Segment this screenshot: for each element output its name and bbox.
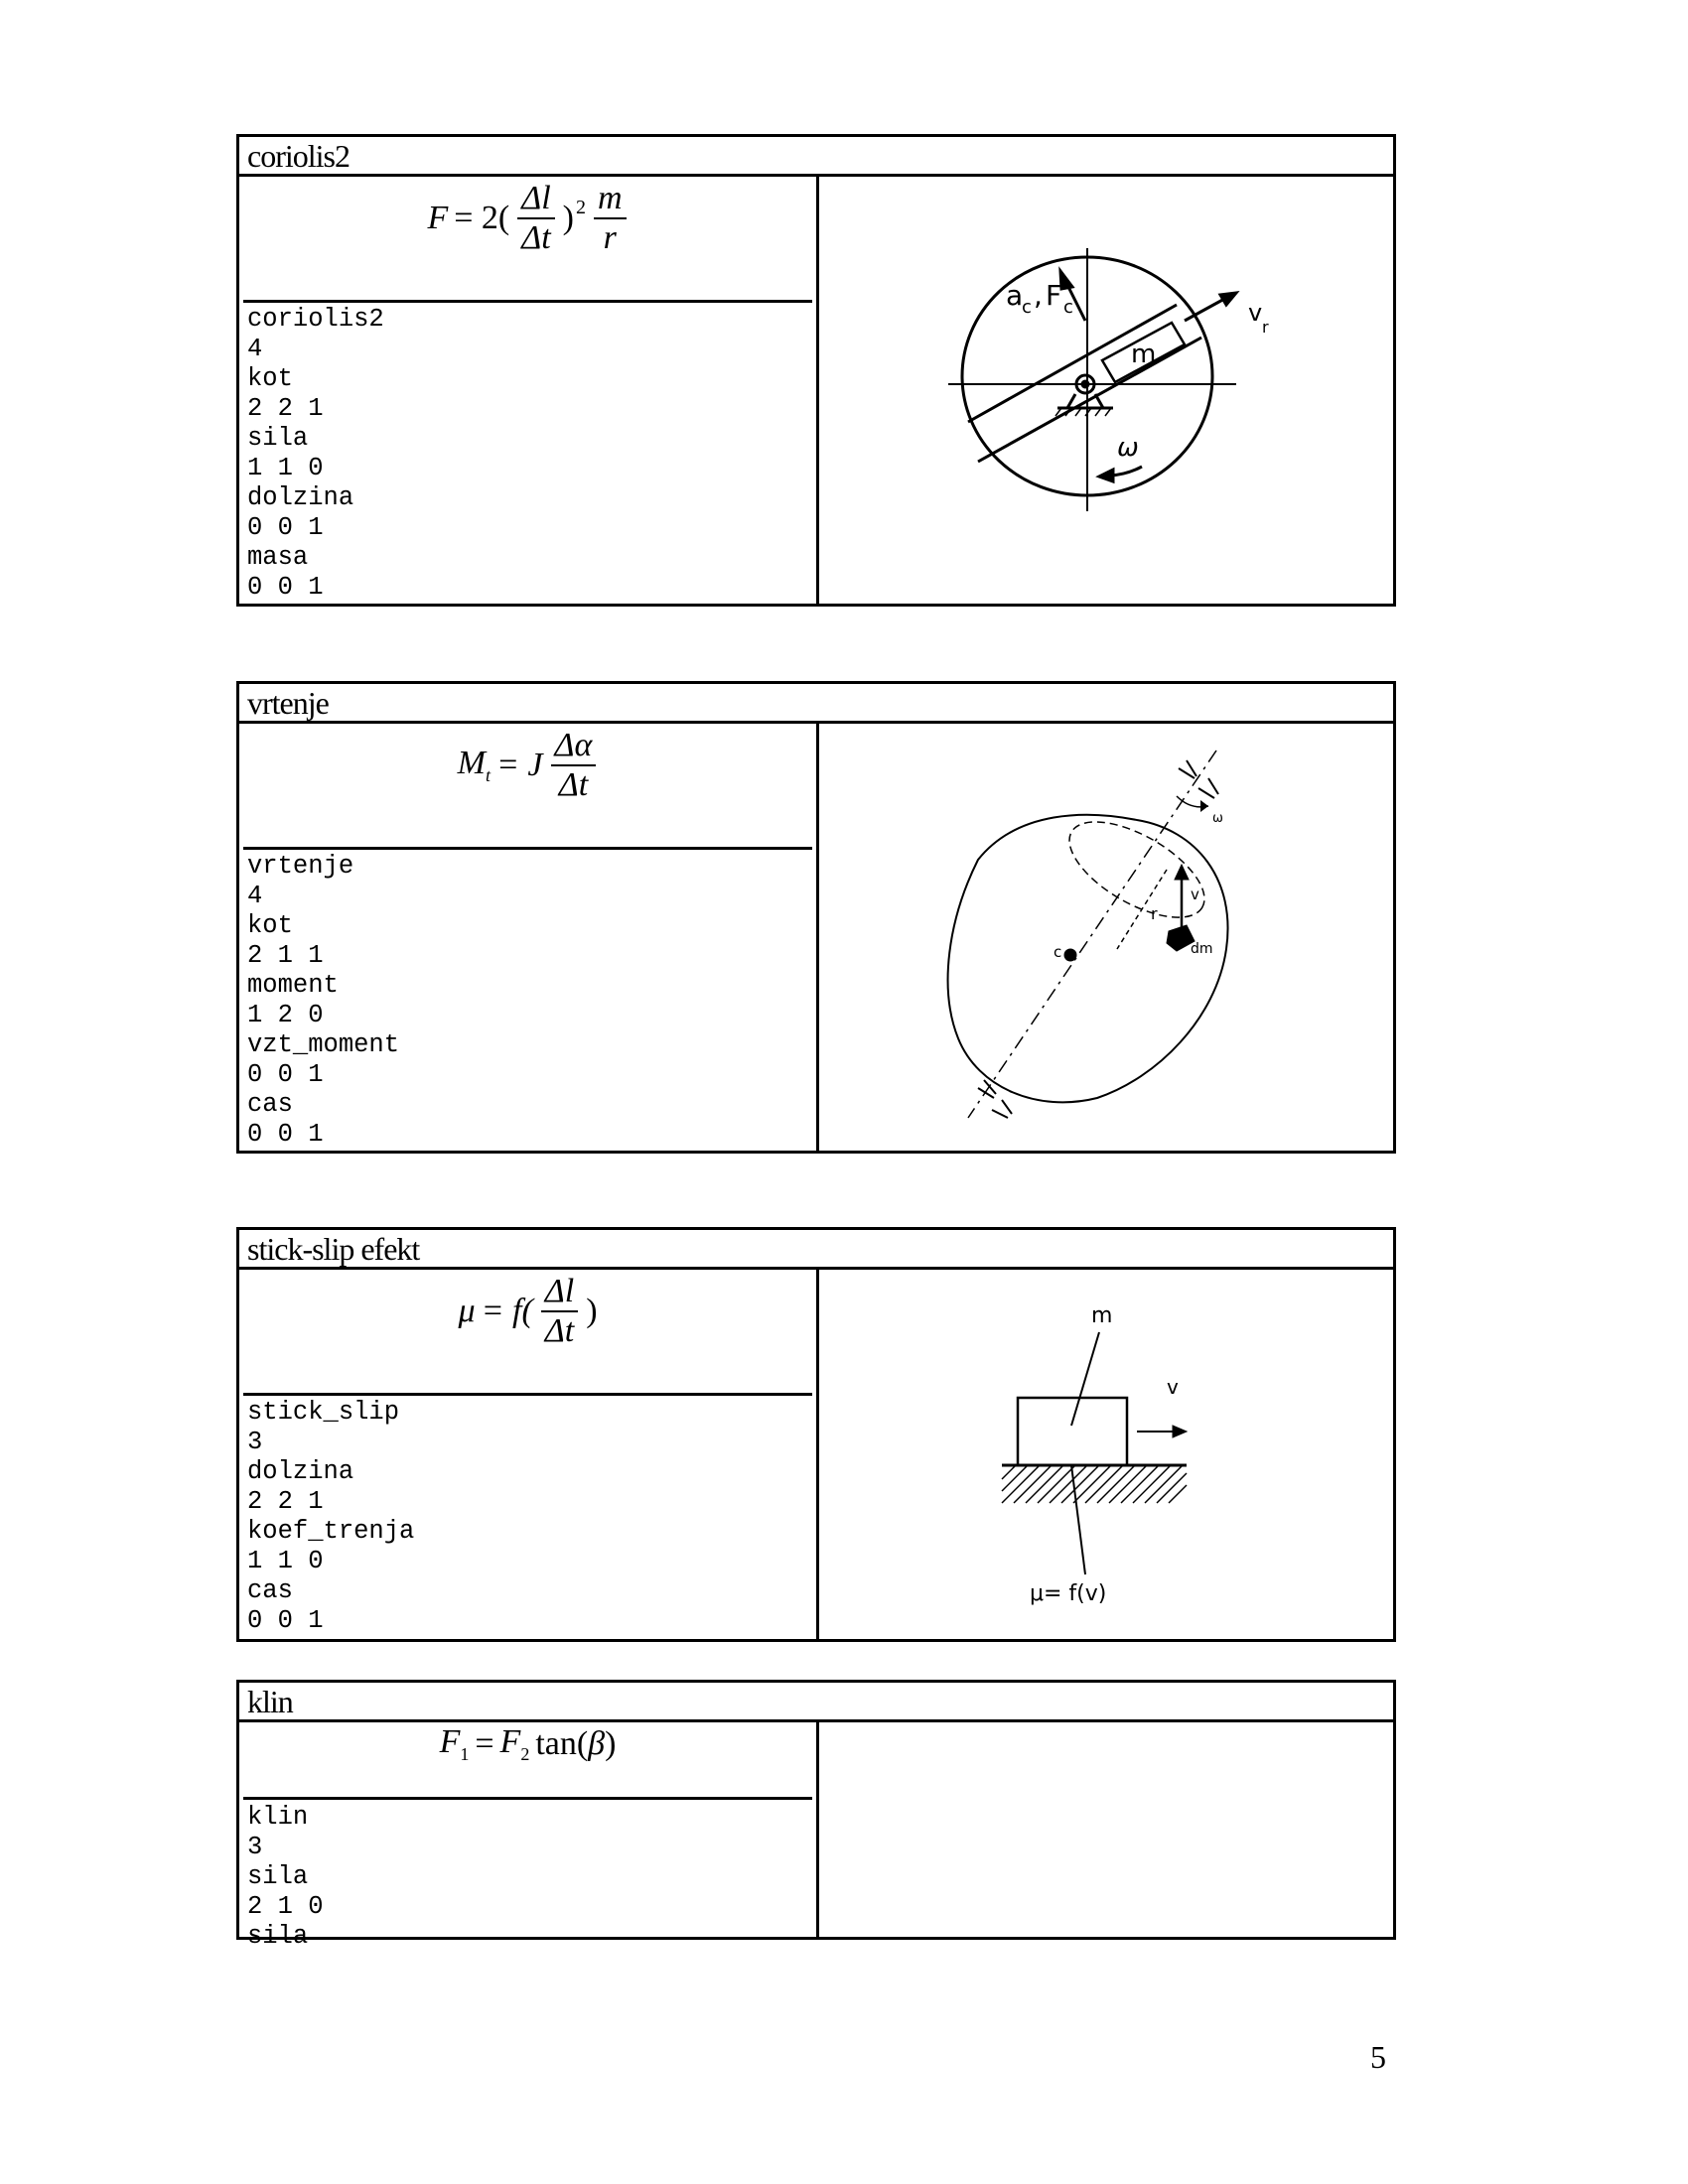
label-center: c	[1054, 943, 1062, 961]
code-block	[247, 305, 384, 603]
formula-symbol-main: M	[457, 745, 486, 782]
code-line: kot	[247, 364, 293, 393]
code-line: 3	[247, 1428, 263, 1456]
formula-operator: = J	[495, 747, 543, 783]
card-stick-slip	[236, 1227, 1396, 1642]
card-left-panel	[239, 721, 819, 1151]
formula-symbol	[440, 1723, 470, 1765]
code-line: kot	[247, 911, 293, 940]
coriolis-disc-diagram	[819, 174, 1393, 601]
formula-klin	[239, 1723, 816, 1765]
separator-line	[243, 847, 812, 850]
code-line: 1 1 0	[247, 454, 324, 482]
card-right-panel	[819, 721, 1393, 1151]
label-subscript: c	[1063, 297, 1073, 318]
code-line: 3	[247, 1833, 263, 1861]
formula-operator: =	[475, 1724, 494, 1762]
stick-slip-block-diagram	[819, 1267, 1393, 1636]
code-line: 0 0 1	[247, 1060, 324, 1089]
label-subscript: c	[1022, 297, 1032, 318]
formula-fraction-2	[594, 180, 627, 257]
label-friction-function: μ= f(v)	[1030, 1581, 1107, 1606]
code-line: moment	[247, 971, 339, 1000]
label-velocity: v	[1191, 886, 1199, 903]
code-block	[247, 852, 399, 1150]
formula-function	[535, 1725, 616, 1763]
code-line: dolzina	[247, 1457, 354, 1486]
formula-paren: )	[586, 1293, 598, 1329]
label-angular-velocity: ω	[1212, 811, 1223, 826]
code-block	[247, 1398, 414, 1636]
formula-function-name: tan(	[535, 1724, 589, 1762]
formula-symbol: μ	[458, 1293, 476, 1329]
formula-symbol-main: F	[439, 1723, 461, 1760]
code-line: 2 2 1	[247, 394, 324, 423]
code-line: dolzina	[247, 483, 354, 512]
formula-numerator: Δl	[541, 1273, 578, 1312]
code-line: masa	[247, 543, 309, 572]
formula-argument: β	[588, 1724, 606, 1762]
label-mass: m	[1091, 1303, 1113, 1328]
code-line: sila	[247, 424, 309, 453]
code-line: 2 2 1	[247, 1487, 324, 1516]
code-line: 4	[247, 335, 263, 363]
card-title: coriolis2	[239, 137, 1393, 177]
formula-denominator: Δt	[558, 766, 589, 803]
card-left-panel	[239, 174, 819, 604]
formula-symbol-main: F	[499, 1723, 521, 1760]
card-right-panel	[819, 174, 1393, 604]
card-left-panel	[239, 1719, 819, 1951]
formula-subscript: 2	[520, 1743, 530, 1764]
card-right-panel	[819, 1719, 1393, 1937]
rotating-body-diagram	[819, 721, 1393, 1148]
formula-subscript: t	[485, 764, 491, 785]
code-line: 2 1 1	[247, 941, 324, 970]
code-line: 4	[247, 882, 263, 910]
label-comma: ,	[1034, 279, 1043, 312]
code-line: stick_slip	[247, 1398, 400, 1427]
formula-operator: = f(	[481, 1293, 533, 1329]
card-klin	[236, 1680, 1396, 1951]
code-line: 0 0 1	[247, 1120, 324, 1149]
formula-denominator: Δt	[521, 219, 551, 256]
formula-paren: )	[562, 200, 574, 236]
code-line: vzt_moment	[247, 1030, 400, 1059]
card-title: klin	[239, 1683, 1393, 1722]
formula-fraction	[517, 180, 554, 257]
card-right-panel	[819, 1267, 1393, 1639]
formula-symbol	[458, 745, 491, 786]
label-mass-element: dm	[1191, 941, 1213, 957]
code-line: sila	[247, 1862, 309, 1891]
separator-line	[243, 1393, 812, 1396]
label-radius: r	[1151, 904, 1158, 923]
code-line: 1 1 0	[247, 1547, 324, 1575]
code-block	[247, 1803, 324, 1952]
code-line: 2 1 0	[247, 1892, 324, 1921]
code-line: coriolis2	[247, 305, 384, 334]
card-coriolis2	[236, 134, 1396, 607]
formula-symbol-2	[500, 1723, 530, 1765]
formula-stick-slip	[239, 1273, 816, 1350]
formula-subscript: 1	[460, 1743, 470, 1764]
page-number: 5	[1370, 2039, 1386, 2075]
formula-numerator: Δα	[551, 727, 597, 766]
label-mass: m	[1131, 340, 1157, 369]
code-line: 0 0 1	[247, 1606, 324, 1635]
formula-fraction	[551, 727, 597, 804]
formula-coriolis	[239, 180, 816, 257]
code-line: 0 0 1	[247, 573, 324, 602]
code-line: cas	[247, 1090, 293, 1119]
formula-fraction	[541, 1273, 578, 1350]
code-line: vrtenje	[247, 852, 354, 881]
code-line: sila	[247, 1922, 309, 1951]
code-line: klin	[247, 1803, 309, 1832]
code-line: 0 0 1	[247, 513, 324, 542]
label-subscript: r	[1262, 318, 1269, 337]
card-left-panel	[239, 1267, 819, 1639]
card-title: vrtenje	[239, 684, 1393, 724]
label-angular-velocity: ω	[1117, 433, 1139, 463]
formula-denominator: Δt	[544, 1312, 575, 1349]
formula-numerator-2: m	[594, 180, 627, 219]
separator-line	[243, 1797, 812, 1800]
separator-line	[243, 300, 812, 303]
label-velocity: v	[1167, 1375, 1179, 1399]
code-line: koef_trenja	[247, 1517, 415, 1546]
formula-exponent: 2	[575, 196, 586, 218]
card-vrtenje	[236, 681, 1396, 1154]
formula-operator: = 2(	[454, 200, 510, 236]
label-velocity: v	[1248, 299, 1263, 327]
formula-denominator-2: r	[603, 219, 617, 256]
card-title: stick-slip efekt	[239, 1230, 1393, 1270]
formula-symbol: F	[427, 200, 449, 236]
code-line: cas	[247, 1576, 293, 1605]
formula-paren: )	[605, 1724, 617, 1762]
label-acceleration: a	[1006, 279, 1024, 312]
formula-numerator: Δl	[517, 180, 554, 219]
formula-vrtenje	[239, 727, 816, 804]
code-line: 1 2 0	[247, 1001, 324, 1029]
label-force: F	[1046, 279, 1062, 312]
